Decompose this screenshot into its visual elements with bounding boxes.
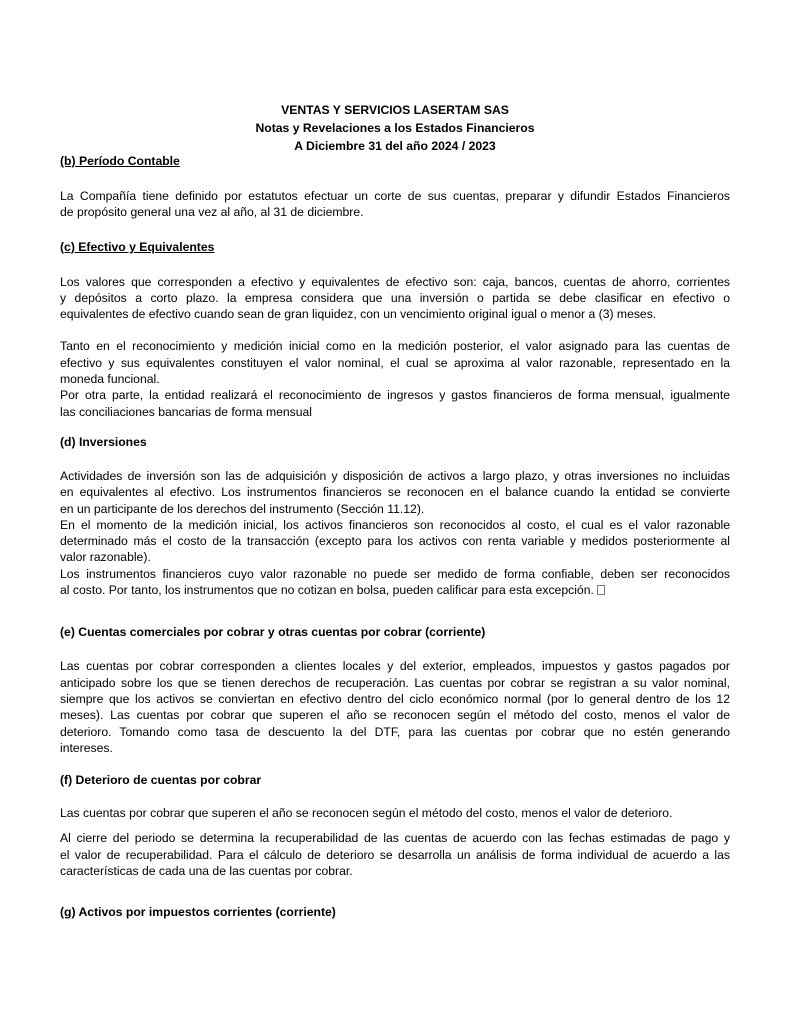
section-b-title: (b) Período Contable [60, 154, 180, 168]
text-line: La Compañía tiene definido por estatutos efectuar un corte de sus cuentas, preparar y difundir Estados Financieros [60, 189, 730, 203]
section-e-paragraph [60, 658, 730, 756]
text-line: Al cierre del periodo se determina la recuperabilidad de las cuentas de acuerdo con las fechas estimadas de pago y [60, 831, 730, 846]
text-line: de propósito general una vez al año, al 31 de diciembre. [60, 205, 364, 220]
text-line: y depósitos a corto plazo. la empresa considera que una inversión o partida se debe clasificar en efectivo o [60, 290, 730, 305]
company-name: VENTAS Y SERVICIOS LASERTAM SAS [281, 103, 509, 117]
text-line: Los instrumentos financieros cuyo valor razonable no puede ser medido de forma confiable, deben ser reconocidos [60, 566, 730, 581]
text-line: meses). Las cuentas por cobrar que superen el año se reconocen según el método del costo, menos el valor de [60, 708, 730, 723]
section-c-paragraph-1 [60, 274, 730, 323]
text-line: las conciliaciones bancarias de forma mensual [60, 404, 313, 419]
section-f-paragraph-2 [60, 830, 730, 879]
section-d-title: (d) Inversiones [60, 434, 147, 449]
text-line: equivalentes de efectivo cuando sean de gran liquidez, con un vencimiento original igual o menor a (3) meses. [60, 307, 657, 322]
section-d-paragraph-1 [60, 468, 730, 517]
document-subtitle: Notas y Revelaciones a los Estados Financieros [255, 121, 535, 135]
text-line [60, 582, 730, 598]
section-d-paragraph-2 [60, 517, 730, 566]
text-line: Los valores que corresponden a efectivo y equivalentes de efectivo son: caja, bancos, cuentas de ahorro, corrientes [60, 274, 730, 289]
section-f-paragraph-1 [60, 805, 730, 821]
section-c-title: (c) Efectivo y Equivalentes [60, 239, 215, 254]
text-line: Las cuentas por cobrar que superen el año se reconocen según el método del costo, menos el valor de deterioro. [60, 806, 673, 821]
text-line: Por otra parte, la entidad realizará el reconocimiento de ingresos y gastos financieros de forma mensual, igualmente [60, 388, 730, 403]
text-line: moneda funcional. [60, 372, 160, 387]
text-line: deterioro. Tomando como tasa de descuento la del DTF, para las cuentas por cobrar que no estén generando [60, 724, 730, 739]
text-line: el valor de recuperabilidad. Para el cálculo de deterioro se desarrolla un análisis de forma individual de acuerdo a las [60, 847, 730, 862]
missing-glyph-icon [597, 585, 605, 595]
text-line: Actividades de inversión son las de adquisición y disposición de activos a largo plazo, y otras inversiones no incluidas [60, 468, 730, 483]
section-f-title: (f) Deterioro de cuentas por cobrar [60, 773, 262, 788]
text-line: características de cada una de las cuentas por cobrar. [60, 864, 353, 879]
text-line: intereses. [60, 740, 113, 755]
section-c-paragraph-3 [60, 387, 730, 420]
text-line: en equivalentes al efectivo. Los instrumentos financieros se reconocen en el balance cuando la entidad se convierte [60, 485, 730, 500]
section-c-paragraph-2 [60, 338, 730, 387]
document-date: A Diciembre 31 del año 2024 / 2023 [294, 139, 496, 153]
document-header [60, 101, 730, 155]
text-line: anticipado sobre los que se tienen derechos de recuperación. Las cuentas por cobrar se registran a su valor nominal, [60, 675, 730, 690]
document-body [60, 154, 730, 920]
section-g-title: (g) Activos por impuestos corrientes (corriente) [60, 905, 336, 920]
text-line: Tanto en el reconocimiento y medición inicial como en la medición posterior, el valor asignado para las cuentas de [60, 339, 730, 354]
text-line: en un participante de los derechos del instrumento (Sección 11.12). [60, 501, 425, 516]
text-line: valor razonable). [60, 550, 151, 565]
section-e-title: (e) Cuentas comerciales por cobrar y otras cuentas por cobrar (corriente) [60, 625, 486, 640]
text-line: efectivo y sus equivalentes constituyen el valor nominal, el cual se aproxima al valor razonable, representado en la [60, 355, 730, 370]
section-b-paragraph [60, 188, 730, 221]
section-d-paragraph-3 [60, 566, 730, 599]
text-line: En el momento de la medición inicial, los activos financieros son reconocidos al costo, el cual es el valor razonable [60, 517, 730, 532]
text-line: determinado más el costo de la transacción (excepto para los activos con renta variable y medidos posteriormente al [60, 534, 730, 549]
text-line: siempre que los activos se conviertan en efectivo dentro del ciclo económico normal (por lo general dentro de los 12 [60, 691, 730, 706]
text-line-content: al costo. Por tanto, los instrumentos que no cotizan en bolsa, pueden calificar para esta excepción. [60, 583, 594, 598]
text-line: Las cuentas por cobrar corresponden a clientes locales y del exterior, empleados, impuestos y gastos pagados por [60, 659, 730, 674]
